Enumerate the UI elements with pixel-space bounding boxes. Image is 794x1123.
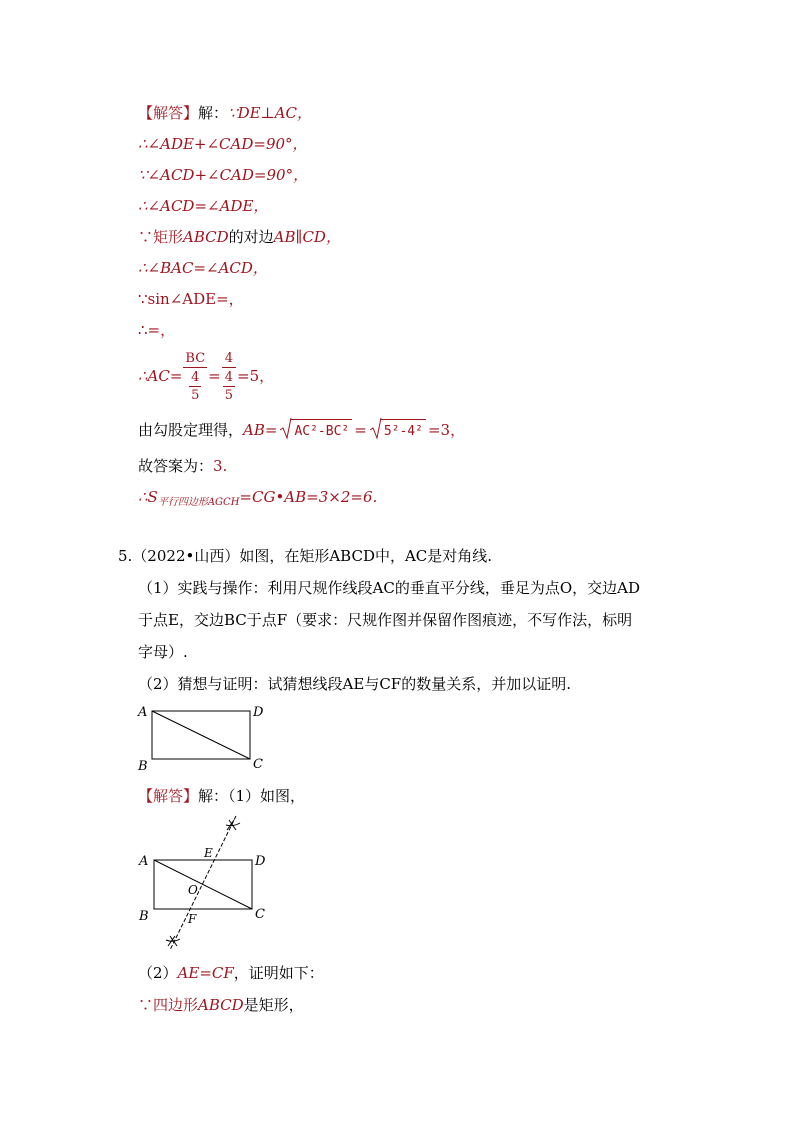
- sqrt-1: [279, 418, 352, 444]
- problem-5-line-5: （2）猜想与证明：试猜想线段AE与CF的数量关系，并加以证明.: [138, 675, 571, 693]
- subscript: 平行四边形AGCH: [157, 497, 240, 508]
- jie-label: 解：: [198, 104, 229, 122]
- text: AE=CF: [177, 964, 234, 982]
- frac-num: BC: [185, 351, 206, 366]
- frac-num: 4: [191, 370, 200, 385]
- frac-num: 4: [224, 370, 234, 385]
- radical-sign: [369, 416, 382, 440]
- text: AB∥CD，: [273, 228, 341, 246]
- figure-construction: [130, 812, 280, 956]
- radical-sign: [279, 416, 292, 440]
- arc-mark-bottom: [166, 936, 180, 946]
- problem-5-line-2: （1）实践与操作：利用尺规作线段AC的垂直平分线，垂足为点O，交边AD: [138, 579, 641, 597]
- solution-line-11: [138, 456, 227, 476]
- label-c: C: [255, 907, 265, 922]
- problem-5-line-4: 字母）.: [138, 643, 188, 661]
- figure-rectangle-abcd: [132, 700, 277, 776]
- solution-line-1: [138, 103, 312, 123]
- text: （2）: [138, 964, 178, 982]
- answer-tag: 【解答】: [138, 104, 199, 122]
- solution-line-6: ∴∠BAC=∠ACD，: [138, 259, 268, 277]
- result: =5，: [237, 367, 275, 385]
- solution-line-9: [138, 350, 274, 404]
- text: 的对边: [228, 228, 274, 246]
- solution-line-3: ∵∠ACD+∠CAD=90°，: [138, 166, 309, 184]
- solution-line-8: ∴=，: [138, 321, 176, 339]
- label-c: C: [253, 757, 263, 772]
- label-f: F: [188, 912, 197, 926]
- expr: ∵DE⊥AC，: [228, 104, 312, 122]
- answer-tag: 【解答】: [138, 787, 199, 805]
- frac-bar: [183, 367, 207, 368]
- text: ∵矩形: [138, 228, 184, 246]
- text: ∵四边形: [138, 996, 199, 1014]
- answer-5-line-1: [138, 786, 305, 806]
- inner-fraction: [223, 369, 235, 404]
- text: ∴S: [138, 488, 158, 506]
- frac-den: 5: [224, 388, 234, 403]
- label-o: O: [188, 883, 198, 897]
- eq: =: [208, 367, 221, 385]
- text: 故答案为：: [138, 457, 214, 475]
- label-e: E: [204, 846, 213, 860]
- text: ABCD: [183, 228, 229, 246]
- arc-mark-top: [226, 820, 240, 830]
- solution-line-5: [138, 227, 341, 247]
- label-b: B: [139, 909, 149, 924]
- label-a: A: [139, 854, 149, 869]
- answer-5-line-2: [138, 963, 324, 983]
- solution-line-12: [138, 487, 377, 513]
- problem-5-line-1: 5.（2022•山西）如图，在矩形ABCD中，AC是对角线.: [118, 547, 493, 565]
- text: 由勾股定理得，: [138, 421, 244, 439]
- label-d: D: [255, 854, 266, 869]
- inner-fraction: [189, 369, 201, 404]
- text: 3.: [213, 457, 228, 475]
- frac-den: 5: [191, 388, 200, 403]
- solution-line-4: ∴∠ACD=∠ADE，: [138, 197, 269, 215]
- text: =CG•AB=3×2=6.: [239, 488, 378, 506]
- text: 是矩形，: [243, 996, 304, 1014]
- text: ABCD: [198, 996, 244, 1014]
- eq: =: [354, 421, 367, 439]
- frac-bar: [222, 367, 236, 368]
- text: AB=: [243, 421, 278, 439]
- text: ，证明如下：: [233, 964, 324, 982]
- text: =3，: [427, 421, 466, 439]
- solution-line-7: ∵sin∠ADE=，: [138, 290, 244, 308]
- fraction-2: [222, 350, 236, 404]
- label-b: B: [138, 759, 148, 774]
- solution-line-10: [138, 418, 465, 444]
- solution-line-2: ∴∠ADE+∠CAD=90°，: [138, 135, 308, 153]
- problem-5-line-3: 于点E，交边BC于点F（要求：尺规作图并保留作图痕迹，不写作法，标明: [138, 611, 633, 629]
- answer-5-line-3: [138, 995, 304, 1015]
- radicand: AC²-BC²: [291, 419, 352, 444]
- text: 解：（1）如图，: [198, 787, 306, 805]
- ac-prefix: ∴AC=: [138, 367, 183, 385]
- frac-num: 4: [224, 351, 234, 366]
- label-d: D: [253, 705, 264, 720]
- label-a: A: [138, 705, 148, 720]
- sqrt-2: [369, 418, 426, 444]
- radicand: 5²-4²: [381, 419, 426, 444]
- fraction-1: [183, 350, 207, 404]
